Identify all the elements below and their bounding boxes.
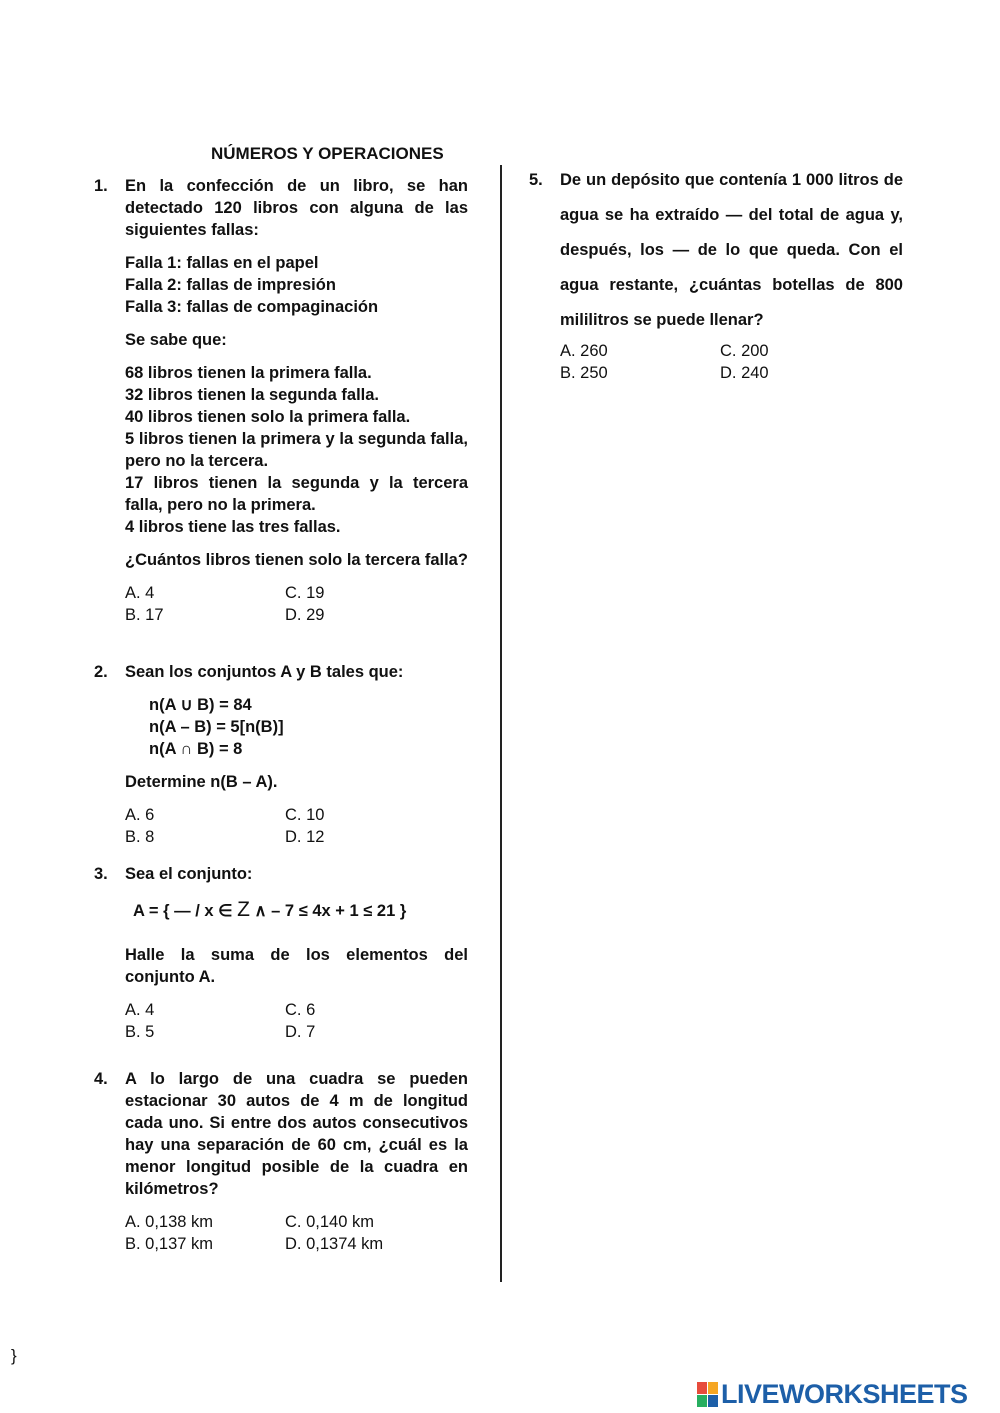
question-number: 2. (94, 663, 108, 681)
question-3 (94, 863, 468, 1043)
option-b[interactable]: B. 0,137 km (125, 1235, 214, 1253)
question-number: 3. (94, 865, 108, 883)
falla-item: Falla 1: fallas en el papel (125, 254, 319, 272)
answer-options (125, 999, 468, 1043)
question-intro: Sea el conjunto: (125, 865, 253, 883)
falla-item: Falla 3: fallas de compaginación (125, 298, 379, 316)
condition-item: n(A ∩ B) = 8 (149, 740, 243, 758)
answer-options (125, 1211, 468, 1255)
answer-options (560, 340, 903, 384)
column-divider (500, 165, 502, 1282)
formula-left: A = { — / x ∈ (133, 902, 238, 920)
option-c[interactable]: C. 10 (285, 806, 325, 824)
condition-item: n(A ∪ B) = 84 (149, 696, 252, 714)
question-text: Halle la suma de los elementos del conjunto A. (125, 946, 468, 986)
logo-grid-icon (697, 1382, 718, 1407)
option-b[interactable]: B. 250 (560, 364, 608, 382)
option-c[interactable]: C. 0,140 km (285, 1213, 374, 1231)
answer-options (125, 582, 468, 626)
condition-item: n(A – B) = 5[n(B)] (149, 718, 284, 736)
logo-square-blue (708, 1395, 718, 1407)
option-b[interactable]: B. 8 (125, 828, 155, 846)
question-intro: En la confección de un libro, se han detectado 120 libros con alguna de las siguientes fallas: (125, 177, 468, 239)
fact-item: 4 libros tiene las tres fallas. (125, 518, 341, 536)
facts-list (125, 362, 468, 538)
set-formula (125, 899, 468, 922)
option-c[interactable]: C. 200 (720, 342, 769, 360)
fallas-list (125, 252, 468, 318)
integers-symbol: Z (237, 898, 250, 921)
page-title: NÚMEROS Y OPERACIONES (211, 144, 444, 163)
question-text: De un depósito que contenía 1 000 litros de agua se ha extraído — del total de agua y, después, los — de lo que queda. Con el agua restante, ¿cuántas botellas de 800 mililitros se puede llenar? (560, 171, 903, 329)
fact-item: 40 libros tienen solo la primera falla. (125, 408, 411, 426)
question-4 (94, 1068, 468, 1255)
fact-item: 68 libros tienen la primera falla. (125, 364, 372, 382)
se-sabe-label: Se sabe que: (125, 331, 227, 349)
fact-item: 32 libros tienen la segunda falla. (125, 386, 379, 404)
option-d[interactable]: D. 29 (285, 606, 325, 624)
option-a[interactable]: A. 6 (125, 806, 155, 824)
option-a[interactable]: A. 0,138 km (125, 1213, 214, 1231)
conditions-list (125, 694, 468, 760)
option-d[interactable]: D. 240 (720, 364, 769, 382)
fact-item: 17 libros tienen la segunda y la tercera falla, pero no la primera. (125, 474, 468, 514)
fact-item: 5 libros tienen la primera y la segunda falla, pero no la tercera. (125, 430, 468, 470)
falla-item: Falla 2: fallas de impresión (125, 276, 336, 294)
question-1 (94, 175, 468, 626)
option-a[interactable]: A. 260 (560, 342, 608, 360)
option-c[interactable]: C. 6 (285, 1001, 316, 1019)
question-text: Determine n(B – A). (125, 773, 278, 791)
question-5 (529, 163, 903, 384)
option-a[interactable]: A. 4 (125, 584, 155, 602)
option-c[interactable]: C. 19 (285, 584, 325, 602)
question-text: A lo largo de una cuadra se pueden estacionar 30 autos de 4 m de longitud cada uno. Si entre dos autos consecutivos hay una separación de 60 cm, ¿cuál es la menor longitud posible de la cuadra en kilómetros? (125, 1070, 468, 1198)
liveworksheets-logo (697, 1379, 968, 1410)
question-number: 4. (94, 1070, 108, 1088)
logo-square-red (697, 1382, 707, 1394)
option-d[interactable]: D. 7 (285, 1023, 316, 1041)
question-number: 5. (529, 171, 543, 189)
answer-options (125, 804, 468, 848)
question-2 (94, 661, 468, 848)
stray-brace: } (11, 1346, 17, 1365)
formula-right: ∧ – 7 ≤ 4x + 1 ≤ 21 } (249, 902, 407, 920)
question-text: ¿Cuántos libros tienen solo la tercera falla? (125, 551, 468, 569)
option-b[interactable]: B. 5 (125, 1023, 155, 1041)
logo-square-green (697, 1395, 707, 1407)
option-a[interactable]: A. 4 (125, 1001, 155, 1019)
option-d[interactable]: D. 12 (285, 828, 325, 846)
question-number: 1. (94, 177, 108, 195)
option-d[interactable]: D. 0,1374 km (285, 1235, 384, 1253)
logo-text: LIVEWORKSHEETS (721, 1379, 968, 1409)
logo-square-orange (708, 1382, 718, 1394)
question-intro: Sean los conjuntos A y B tales que: (125, 663, 404, 681)
option-b[interactable]: B. 17 (125, 606, 164, 624)
